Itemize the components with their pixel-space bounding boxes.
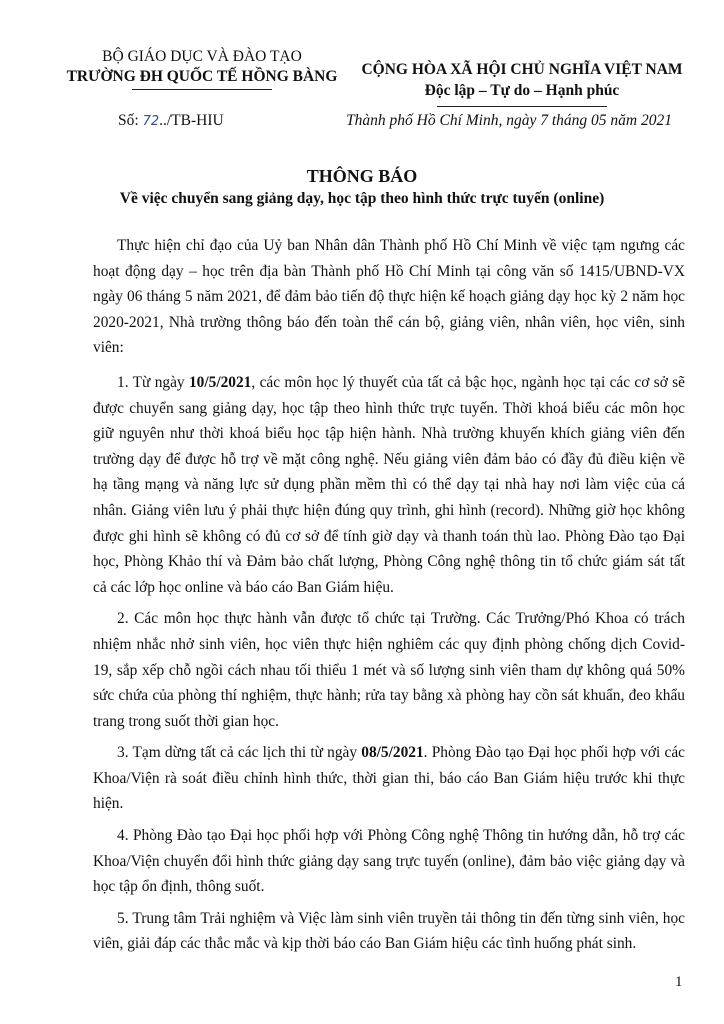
doc-number-suffix: ../TB-HIU — [159, 112, 224, 129]
intro-paragraph: Thực hiện chỉ đạo của Uỷ ban Nhân dân Thành phố Hồ Chí Minh về việc tạm ngưng các hoạt động dạy – học trên địa bàn Thành phố Hồ Chí Minh tại công văn số 1415/UBND-VX ngày 06 tháng 5 năm 2021, để đảm bảo tiến độ thực hiện kế hoạch giảng dạy học kỳ 2 năm học 2020-2021, Nhà trường thông báo đến toàn thể cán bộ, giảng viên, nhân viên, học viên, sinh viên: — [93, 237, 685, 357]
document-number — [118, 112, 224, 130]
item-4 — [93, 823, 685, 900]
item-3 — [93, 740, 685, 817]
country-name: CỘNG HÒA XÃ HỘI CHỦ NGHĨA VIỆT NAM — [361, 61, 683, 78]
motto-underline — [437, 106, 607, 107]
ministry-name: BỘ GIÁO DỤC VÀ ĐÀO TẠO — [102, 48, 302, 65]
item-3-text: . Phòng Đào tạo Đại học phối hợp với các Khoa/Viện rà soát điều chỉnh hình thức, thời gian thi, báo cáo Ban Giám hiệu trước khi thực hiện. — [93, 744, 685, 813]
item-1 — [93, 370, 685, 600]
item-3-lead: 3. Tạm dừng tất cả các lịch thi từ ngày — [117, 744, 362, 762]
doc-number-prefix: Số: — [118, 112, 143, 129]
issuer-header — [52, 47, 352, 90]
university-name: TRƯỜNG ĐH QUỐC TẾ HỒNG BÀNG — [66, 68, 338, 85]
place-and-date: Thành phố Hồ Chí Minh, ngày 7 tháng 05 năm 2021 — [346, 112, 672, 129]
item-4-text: 4. Phòng Đào tạo Đại học phối hợp với Phòng Công nghệ Thông tin hướng dẫn, hỗ trợ các Khoa/Viện chuyển đổi hình thức giảng dạy sang trực tuyến (online), đảm bảo việc giảng dạy và học tập ổn định, thông suốt. — [93, 827, 685, 896]
issuer-underline — [132, 89, 272, 90]
notice-title: THÔNG BÁO — [306, 166, 418, 186]
item-5 — [93, 906, 685, 957]
notice-subtitle: Về việc chuyển sang giảng dạy, học tập theo hình thức trực tuyến (online) — [119, 190, 605, 207]
national-motto: Độc lập – Tự do – Hạnh phúc — [424, 82, 620, 99]
item-1-lead: 1. Từ ngày — [117, 373, 189, 391]
item-2-text: 2. Các môn học thực hành vẫn được tổ chức tại Trường. Các Trưởng/Phó Khoa có trách nhiệm nhắc nhở sinh viên, học viên thực hiện nghiêm các quy định phòng chống dịch Covid-19, sắp xếp chỗ ngồi cách nhau tối thiểu 1 mét và số lượng sinh viên tham dự không quá 50% sức chứa của phòng thí nghiệm, thực hành; rửa tay bằng xà phòng hay cồn sát khuẩn, đeo khẩu trang trong suốt thời gian học. — [93, 610, 685, 730]
item-2 — [93, 606, 685, 734]
item-1-text: , các môn học lý thuyết của tất cả bậc học, ngành học tại các cơ sở sẽ được chuyển sang giảng dạy, học tập theo hình thức trực tuyến. Thời khoá biểu các môn học giữ nguyên như thời khoá biểu học tập hiện hành. Nhà trường khuyến khích giảng viên đến trường dạy để được hỗ trợ về mặt công nghệ. Nếu giảng viên đảm bảo có đầy đủ điều kiện về hạ tầng mạng và năng lực sử dụng phần mềm thì có thể dạy tại nhà hay nơi làm việc của cá nhân. Giảng viên lưu ý phải thực hiện đúng quy trình, ghi hình (record). Những giờ học không được ghi hình sẽ không có đủ cơ sở để tính giờ dạy và thanh toán thù lao. Phòng Đào tạo Đại học, Phòng Khảo thí và Đảm bảo chất lượng, Phòng Công nghệ thông tin tổ chức giám sát tất cả các lớp học online và báo cáo Ban Giám hiệu. — [93, 373, 686, 596]
notice-body — [93, 233, 685, 957]
item-1-date: 10/5/2021 — [188, 373, 252, 391]
item-3-date: 08/5/2021 — [361, 744, 424, 762]
page-number: 1 — [675, 974, 683, 990]
doc-number-handwritten: 72 — [142, 114, 160, 129]
item-5-text: 5. Trung tâm Trải nghiệm và Việc làm sinh viên truyền tải thông tin đến từng sinh viên, học viên, giải đáp các thắc mắc và kịp thời báo cáo Ban Giám hiệu các tình huống phát sinh. — [93, 909, 685, 953]
national-header — [352, 60, 692, 107]
